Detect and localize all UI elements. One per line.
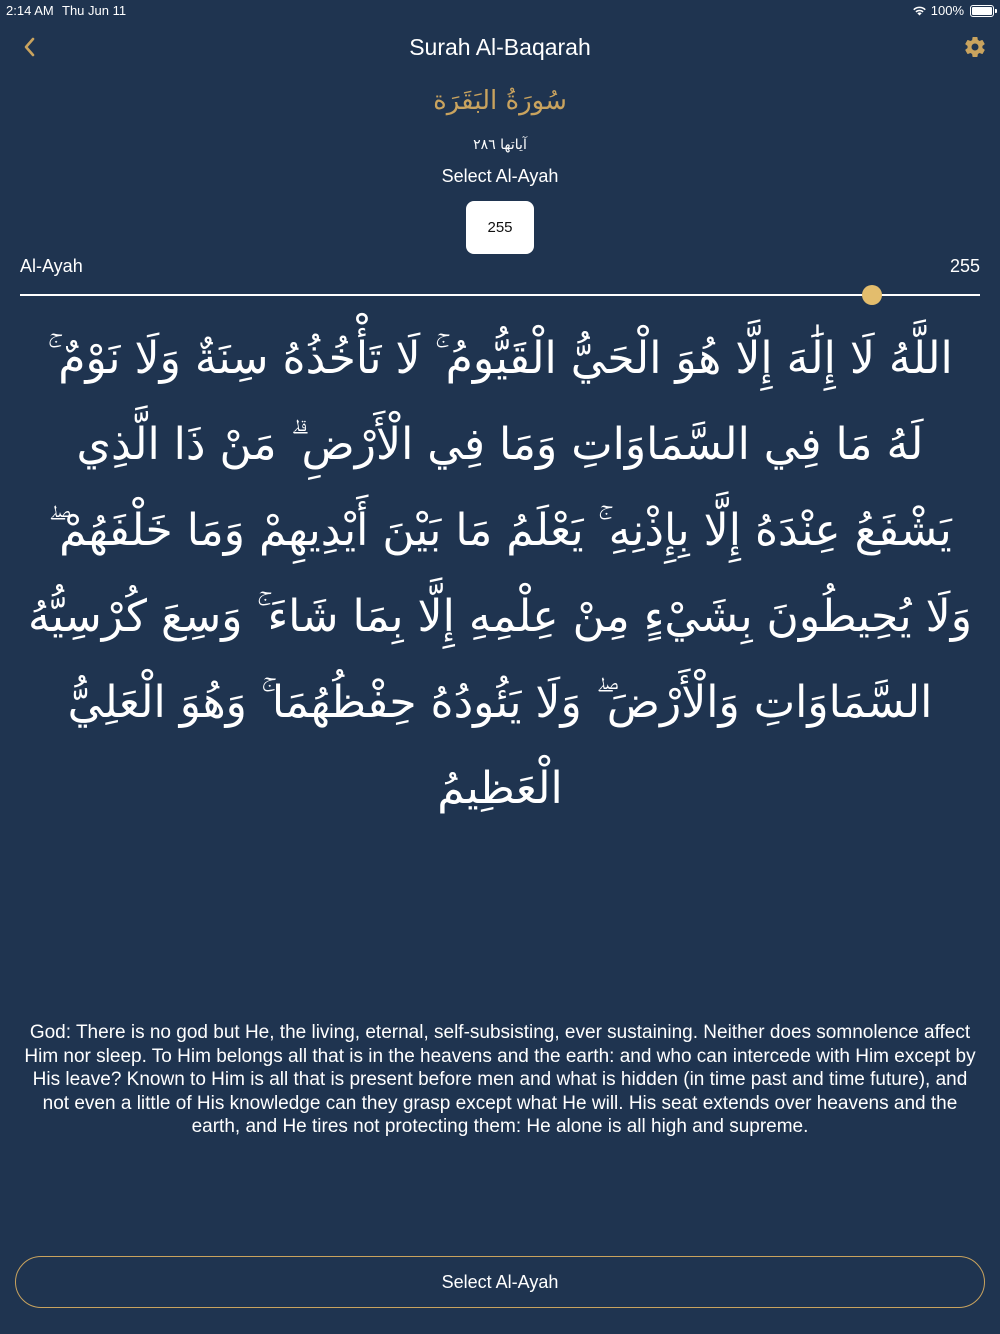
battery-percent: 100% xyxy=(930,3,964,18)
ayah-translation: God: There is no god but He, the living, eternal, self-subsisting, ever sustaining. Neither does somnolence affect Him nor sleep. To Him belongs all that is in the heavens and the earth: and who can intercede with Him except by His leave? Known to Him is all that is present before men and what is hidden (in time past and time future), and not even a little of His knowledge can they grasp except what He will. His seat extends over heavens and the earth, and He tires not protecting them: He alone is all high and supreme. xyxy=(24,1022,976,1137)
slider-label: Al-Ayah xyxy=(20,256,83,276)
status-indicators xyxy=(912,3,994,18)
ayah-number-picker[interactable]: 255 xyxy=(466,201,534,254)
status-date: Thu Jun 11 xyxy=(62,3,127,18)
status-time: 2:14 AM xyxy=(6,3,54,18)
page-title: Surah Al-Baqarah xyxy=(409,34,591,60)
status-bar xyxy=(0,0,1000,22)
wifi-icon xyxy=(912,5,927,16)
settings-button[interactable] xyxy=(962,34,988,60)
navigation-bar xyxy=(0,22,1000,72)
ayah-count: آياتها ٢٨٦ xyxy=(473,137,527,153)
ayah-slider[interactable] xyxy=(20,294,980,296)
slider-thumb[interactable] xyxy=(862,285,882,305)
surah-arabic-name: سُورَةُ البَقَرَة xyxy=(433,86,567,116)
select-ayah-heading: Select Al-Ayah xyxy=(441,166,559,186)
slider-value: 255 xyxy=(949,256,980,276)
select-ayah-button[interactable]: Select Al-Ayah xyxy=(15,1256,985,1308)
battery-icon xyxy=(970,5,994,17)
gear-icon xyxy=(963,35,987,59)
ayah-arabic-text: اللَّهُ لَا إِلَٰهَ إِلَّا هُوَ الْحَيُّ الْقَيُّومُ ۚ لَا تَأْخُذُهُ سِنَةٌ وَلَا نَوْمٌ ۚ لَهُ مَا فِي السَّمَاوَاتِ وَمَا فِي الْأَرْضِ ۗ مَنْ ذَا الَّذِي يَشْفَعُ عِنْدَهُ إِلَّا بِإِذْنِهِ ۚ يَعْلَمُ مَا بَيْنَ أَيْدِيهِمْ وَمَا خَلْفَهُمْ ۖ وَلَا يُحِيطُونَ بِشَيْءٍ مِنْ عِلْمِهِ إِلَّا بِمَا شَاءَ ۚ وَسِعَ كُرْسِيُّهُ السَّمَاوَاتِ وَالْأَرْضَ ۖ وَلَا يَئُودُهُ حِفْظُهُمَا ۚ وَهُوَ الْعَلِيُّ الْعَظِيمُ xyxy=(28,333,972,814)
